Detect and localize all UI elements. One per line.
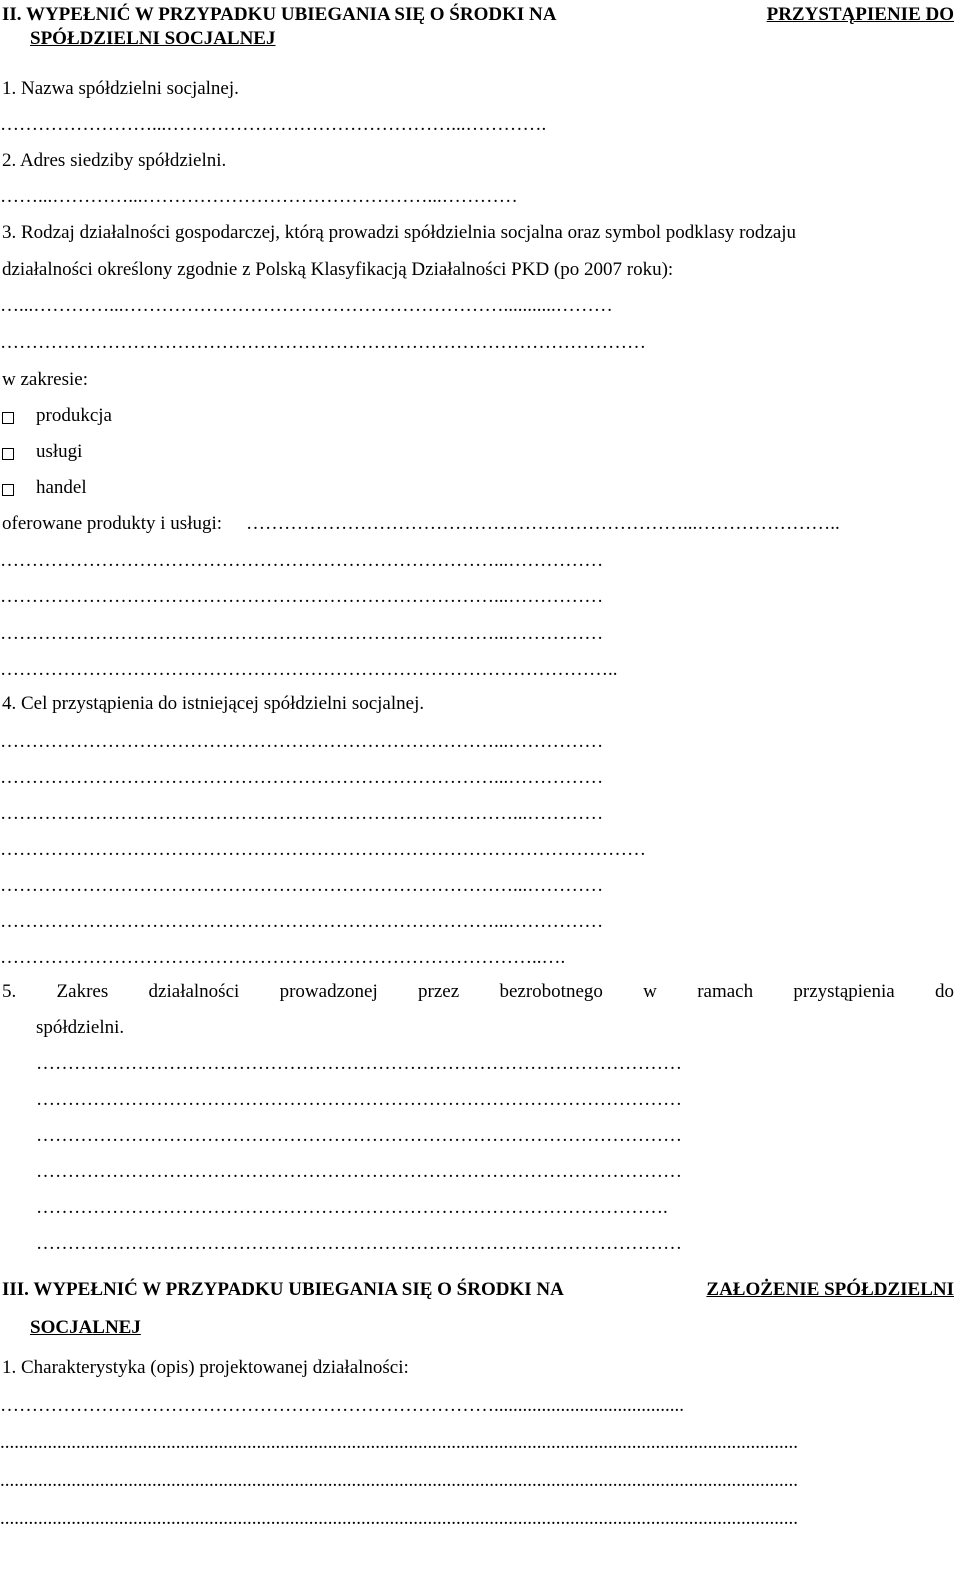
answer-line: ………………………………………………………………………………………… (36, 1053, 682, 1074)
answer-line: …...…………...……………………………………………………...........……… (0, 295, 613, 316)
q5-word: bezrobotnego (499, 981, 603, 1002)
answer-line: ……………………………………………………………………...…………… (0, 550, 604, 571)
answer-line: ………………………………………………………………………………………… (36, 1161, 682, 1182)
section-2-heading-text: II. WYPEŁNIĆ W PRZYPADKU UBIEGANIA SIĘ O ŚRODKI NA (2, 4, 557, 25)
answer-line: ………………………………………………………………………...………… (0, 875, 604, 896)
answer-line: ……………………………………………………………………...…………… (0, 586, 604, 607)
answer-line: ………………………………………………………………………………………. (36, 1197, 668, 1218)
q5-word: do (935, 981, 954, 1002)
answer-line: ……………………………………………………………………...…………… (0, 623, 604, 644)
oferowane-label: oferowane produkty i usługi: (2, 513, 223, 534)
q5-word: ramach (697, 981, 754, 1002)
answer-line: ……………………………………………………………………...…………… (0, 731, 604, 752)
question-3-line2: działalności określony zgodnie z Polską Klasyfikacją Działalności PKD (po 2007 roku): (2, 259, 674, 280)
checkbox-produkcja[interactable] (2, 412, 14, 424)
option-label: produkcja (36, 405, 112, 426)
answer-line: …………………………………………………………………………………….. (0, 659, 618, 680)
section-3-question-1: 1. Charakterystyka (opis) projektowanej działalności: (2, 1357, 409, 1378)
answer-line: ........................................................................................................................................................................ (0, 1508, 798, 1529)
q5-word: przez (418, 981, 460, 1002)
answer-line: ………………………………………………………………………...………… (0, 803, 604, 824)
question-4-purpose: 4. Cel przystąpienia do istniejącej spółdzielni socjalnej. (2, 693, 425, 714)
answer-line: ……………………...………………………………………...…………. (0, 114, 547, 135)
answer-line: ……………………………………………………………………........................................ (0, 1395, 684, 1416)
answer-line: ........................................................................................................................................................................ (0, 1470, 798, 1491)
question-2-address: 2. Adres siedziby spółdzielni. (2, 150, 227, 171)
checkbox-uslugi[interactable] (2, 448, 14, 460)
answer-line: …………………………………………………………………………..…. (0, 947, 566, 968)
q5-word: Zakres (56, 981, 109, 1002)
section-2-heading (2, 4, 954, 26)
zakres-label: w zakresie: (2, 369, 88, 390)
section-3-heading-line2: SOCJALNEJ (30, 1317, 141, 1338)
section-3-heading-text: III. WYPEŁNIĆ W PRZYPADKU UBIEGANIA SIĘ O ŚRODKI NA (2, 1279, 564, 1300)
answer-line: ………………………………………………………………………………………… (36, 1233, 682, 1254)
q5-word: działalności (148, 981, 240, 1002)
q5-word: przystąpienia (793, 981, 895, 1002)
q5-word: prowadzonej (279, 981, 378, 1002)
answer-line: ………………………………………………………………………………………… (0, 332, 646, 353)
answer-line: ........................................................................................................................................................................ (0, 1432, 798, 1453)
section-2-heading-underlined: PRZYSTĄPIENIE DO (766, 4, 954, 25)
question-5-line1 (2, 981, 954, 1003)
answer-line: ………………………………………………………………………………………… (36, 1089, 682, 1110)
checkbox-handel[interactable] (2, 484, 14, 496)
section-3-heading (2, 1279, 954, 1301)
question-1-name: 1. Nazwa spółdzielni socjalnej. (2, 78, 239, 99)
option-label: handel (36, 477, 87, 498)
q5-word: 5. (2, 981, 17, 1002)
answer-line: ……………………………………………………………………...…………… (0, 911, 604, 932)
section-3-heading-underlined: ZAŁOŻENIE SPÓŁDZIELNI (706, 1279, 954, 1300)
answer-line: ……...…………...………………………………………...………… (0, 186, 518, 207)
answer-line: ………………………………………………………………………………………… (36, 1125, 682, 1146)
answer-line: ……………………………………………………………...………………….. (246, 513, 840, 534)
q5-word: w (643, 981, 657, 1002)
answer-line: ………………………………………………………………………………………… (0, 839, 646, 860)
option-label: usługi (36, 441, 83, 462)
answer-line: ……………………………………………………………………...…………… (0, 767, 604, 788)
question-3-line1: 3. Rodzaj działalności gospodarczej, którą prowadzi spółdzielnia socjalna oraz symbol podklasy rodzaju (2, 222, 797, 243)
section-2-heading-line2: SPÓŁDZIELNI SOCJALNEJ (30, 28, 276, 49)
question-5-line2: spółdzielni. (36, 1017, 125, 1038)
